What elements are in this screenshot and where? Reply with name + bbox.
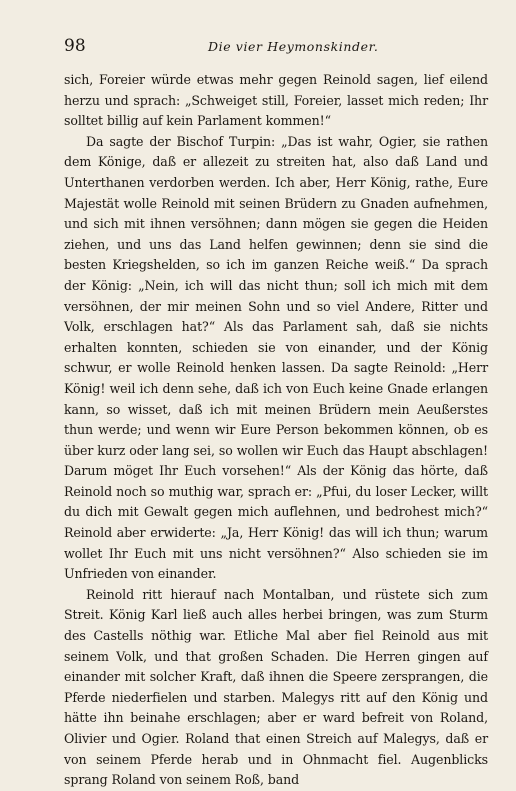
page-header [64,36,488,62]
paragraph-bishop-turpin: Da sagte der Bischof Turpin: „Das ist wahr, Ogier, sie rathen dem Könige, daß er allezeit zu streiten hat, also daß Land und Unterthanen verdorben werden. Ich aber, Herr König, rathe, Eure Majestät wolle Reinold mit seinen Brüdern zu Gnaden aufnehmen, und sich mit ihnen versöhnen; dann mögen sie gegen die Heiden ziehen, und uns das Land helfen gewinnen; denn sie sind die besten Kriegshelden, so ich im ganzen Reiche weiß.“ Da sprach der König: „Nein, ich will das nicht thun; soll ich mich mit dem versöhnen, der mir meinen Sohn und so viel Andere, Ritter und Volk, erschlagen hat?“ Als das Parlament sah, daß sie nichts erhalten konnten, schieden sie von einander, und der König schwur, er wolle Reinold henken lassen. Da sagte Reinold: „Herr König! weil ich denn sehe, daß ich von Euch keine Gnade erlangen kann, so wisset, daß ich mit meinen Brüdern mein Aeußerstes thun werde; und wenn wir Eure Person bekommen können, ob es über kurz oder lang sei, so wollen wir Euch das Haupt abschlagen! Darum möget Ihr Euch vorsehen!“ Als der König das hörte, daß Reinold noch so muthig war, sprach er: „Pfui, du loser Lecker, willt du dich mit Gewalt gegen mich auflehnen, und bedrohest mich?“ Reinold aber erwiderte: „Ja, Herr König! das will ich thun; warum wollet Ihr Euch mit uns nicht versöhnen?“ Also schieden sie im Unfrieden von einander. [64,133,488,582]
page-number: 98 [64,36,86,56]
paragraph-continuation: sich, Foreier würde etwas mehr gegen Reinold sagen, lief eilend herzu und sprach: „Schweiget still, Foreier, lasset mich reden; Ihr solltet billig auf kein Parlament kommen!“ [64,72,488,129]
running-title: Die vier Heymonskinder. [208,39,379,54]
body-text [64,70,488,791]
paragraph-montalban: Reinold ritt hierauf nach Montalban, und rüstete sich zum Streit. König Karl ließ auch alles herbei bringen, was zum Sturm des Castells nöthig war. Etliche Mal aber fiel Reinold aus mit seinem Volk, und that großen Schaden. Die Herren gingen auf einander mit solcher Kraft, daß ihnen die Speere zersprangen, die Pferde niederfielen und starben. Malegys ritt auf den König und hätte ihn beinahe erschlagen; aber er ward befreit von Roland, Olivier und Ogier. Roland that einen Streich auf Malegys, daß er von seinem Pferde herab und in Ohnmacht fiel. Augenblicks sprang Roland von seinem Roß, band [64,586,488,788]
